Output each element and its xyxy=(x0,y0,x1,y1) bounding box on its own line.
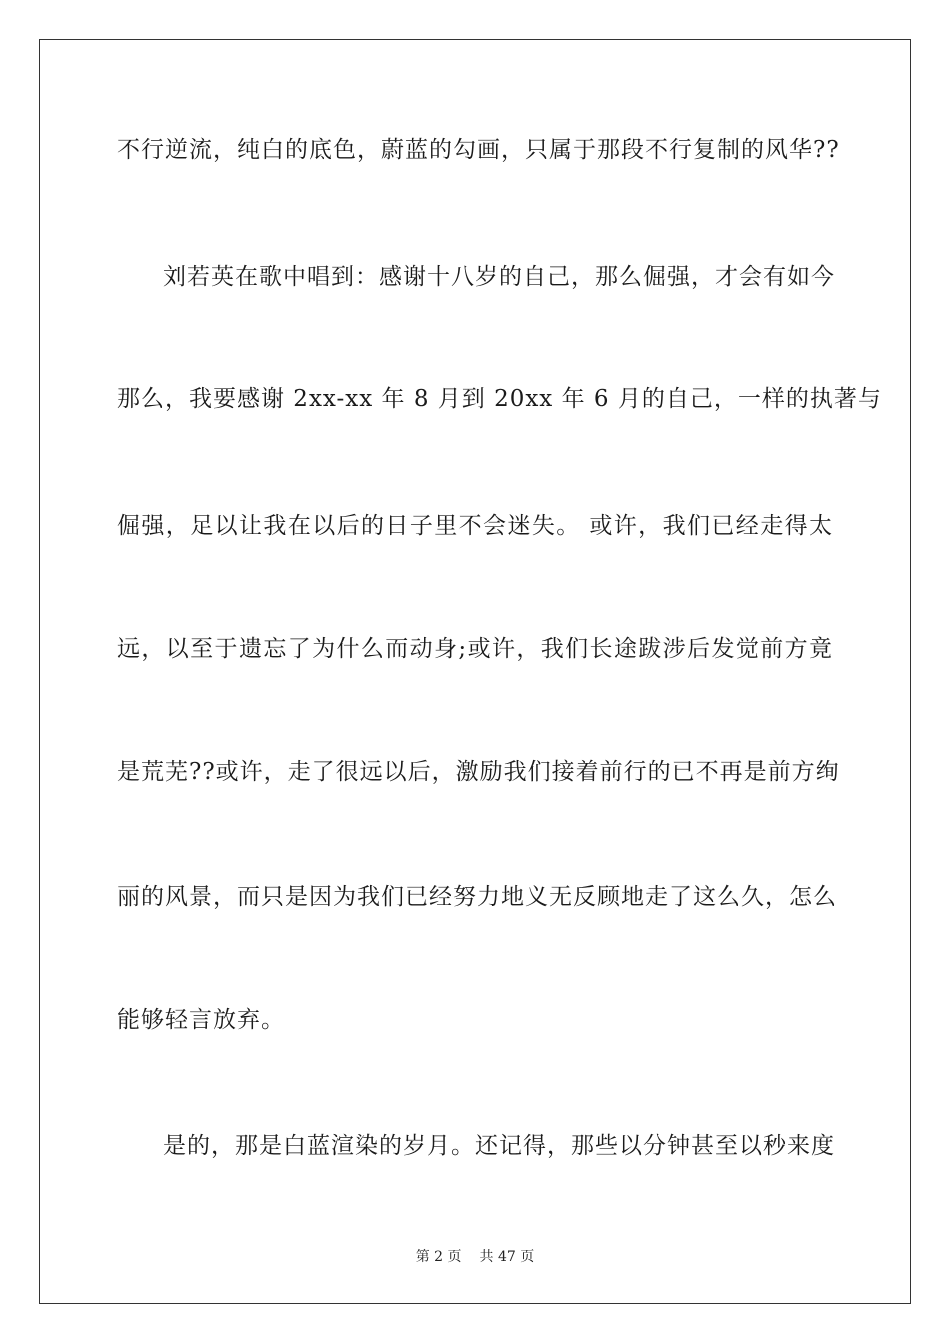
page-footer xyxy=(0,1248,950,1266)
paragraph-line-6: 是荒芜??或许，走了很远以后，激励我们接着前行的已不再是前方绚 xyxy=(117,759,840,785)
paragraph-line-3: 那么，我要感谢 2xx-xx 年 8 月到 20xx 年 6 月的自己，一样的执著与 xyxy=(117,386,882,412)
paragraph-line-1: 不行逆流，纯白的底色，蔚蓝的勾画，只属于那段不行复制的风华?? xyxy=(117,137,840,163)
paragraph-line-7: 丽的风景，而只是因为我们已经努力地义无反顾地走了这么久，怎么 xyxy=(117,884,837,910)
paragraph-line-5: 远，以至于遗忘了为什么而动身;或许，我们长途跋涉后发觉前方竟 xyxy=(117,636,833,662)
paragraph-line-8: 能够轻言放弃。 xyxy=(117,1007,285,1033)
total-pages: 共 47 页 xyxy=(479,1249,535,1265)
paragraph-line-9: 是的，那是白蓝渲染的岁月。还记得，那些以分钟甚至以秒来度 xyxy=(163,1133,835,1159)
page-number: 第 2 页 xyxy=(415,1249,462,1265)
paragraph-line-2: 刘若英在歌中唱到：感谢十八岁的自己，那么倔强，才会有如今 xyxy=(163,264,835,290)
paragraph-line-4: 倔强，足以让我在以后的日子里不会迷失。 或许，我们已经走得太 xyxy=(117,513,833,539)
page-border xyxy=(39,39,911,1304)
